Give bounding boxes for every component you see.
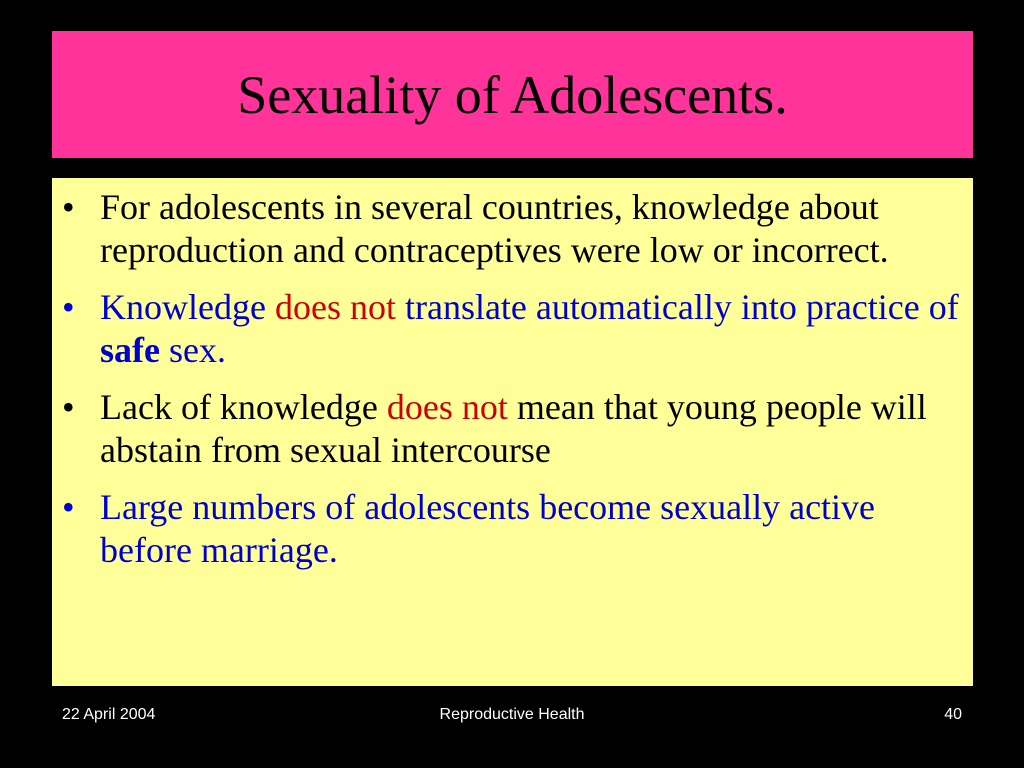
bullet-marker: • bbox=[62, 387, 75, 427]
bullet-marker: • bbox=[62, 487, 75, 527]
bullet-text: For adolescents in several countries, knowledge about reproduction and contraceptives were low or incorrect. bbox=[100, 187, 889, 270]
bullet-text: Knowledge bbox=[100, 287, 275, 327]
footer-date: 22 April 2004 bbox=[62, 706, 156, 723]
bullet-text: sex. bbox=[159, 330, 226, 370]
page-number: 40 bbox=[944, 706, 962, 723]
bullet-list bbox=[52, 186, 965, 572]
bullet-item bbox=[52, 486, 965, 572]
bullet-text: mean that young people will abstain from sexual intercourse bbox=[100, 387, 927, 470]
bullet-text: translate automatically into practice of bbox=[395, 287, 959, 327]
title-box bbox=[52, 31, 973, 158]
slide-title: Sexuality of Adolescents. bbox=[237, 64, 788, 125]
content-box bbox=[52, 178, 973, 686]
bullet-text: Lack of knowledge bbox=[100, 387, 387, 427]
bold-text: safe bbox=[100, 330, 160, 370]
bullet-item bbox=[52, 186, 965, 272]
emphasis-text: does not bbox=[274, 287, 396, 327]
footer-title: Reproductive Health bbox=[439, 706, 585, 723]
bullet-text: Large numbers of adolescents become sexually active before marriage. bbox=[100, 487, 876, 570]
bullet-item bbox=[52, 286, 965, 372]
bullet-item bbox=[52, 386, 965, 472]
bullet-marker: • bbox=[62, 187, 75, 227]
emphasis-text: does not bbox=[386, 387, 508, 427]
bullet-marker: • bbox=[62, 287, 75, 327]
